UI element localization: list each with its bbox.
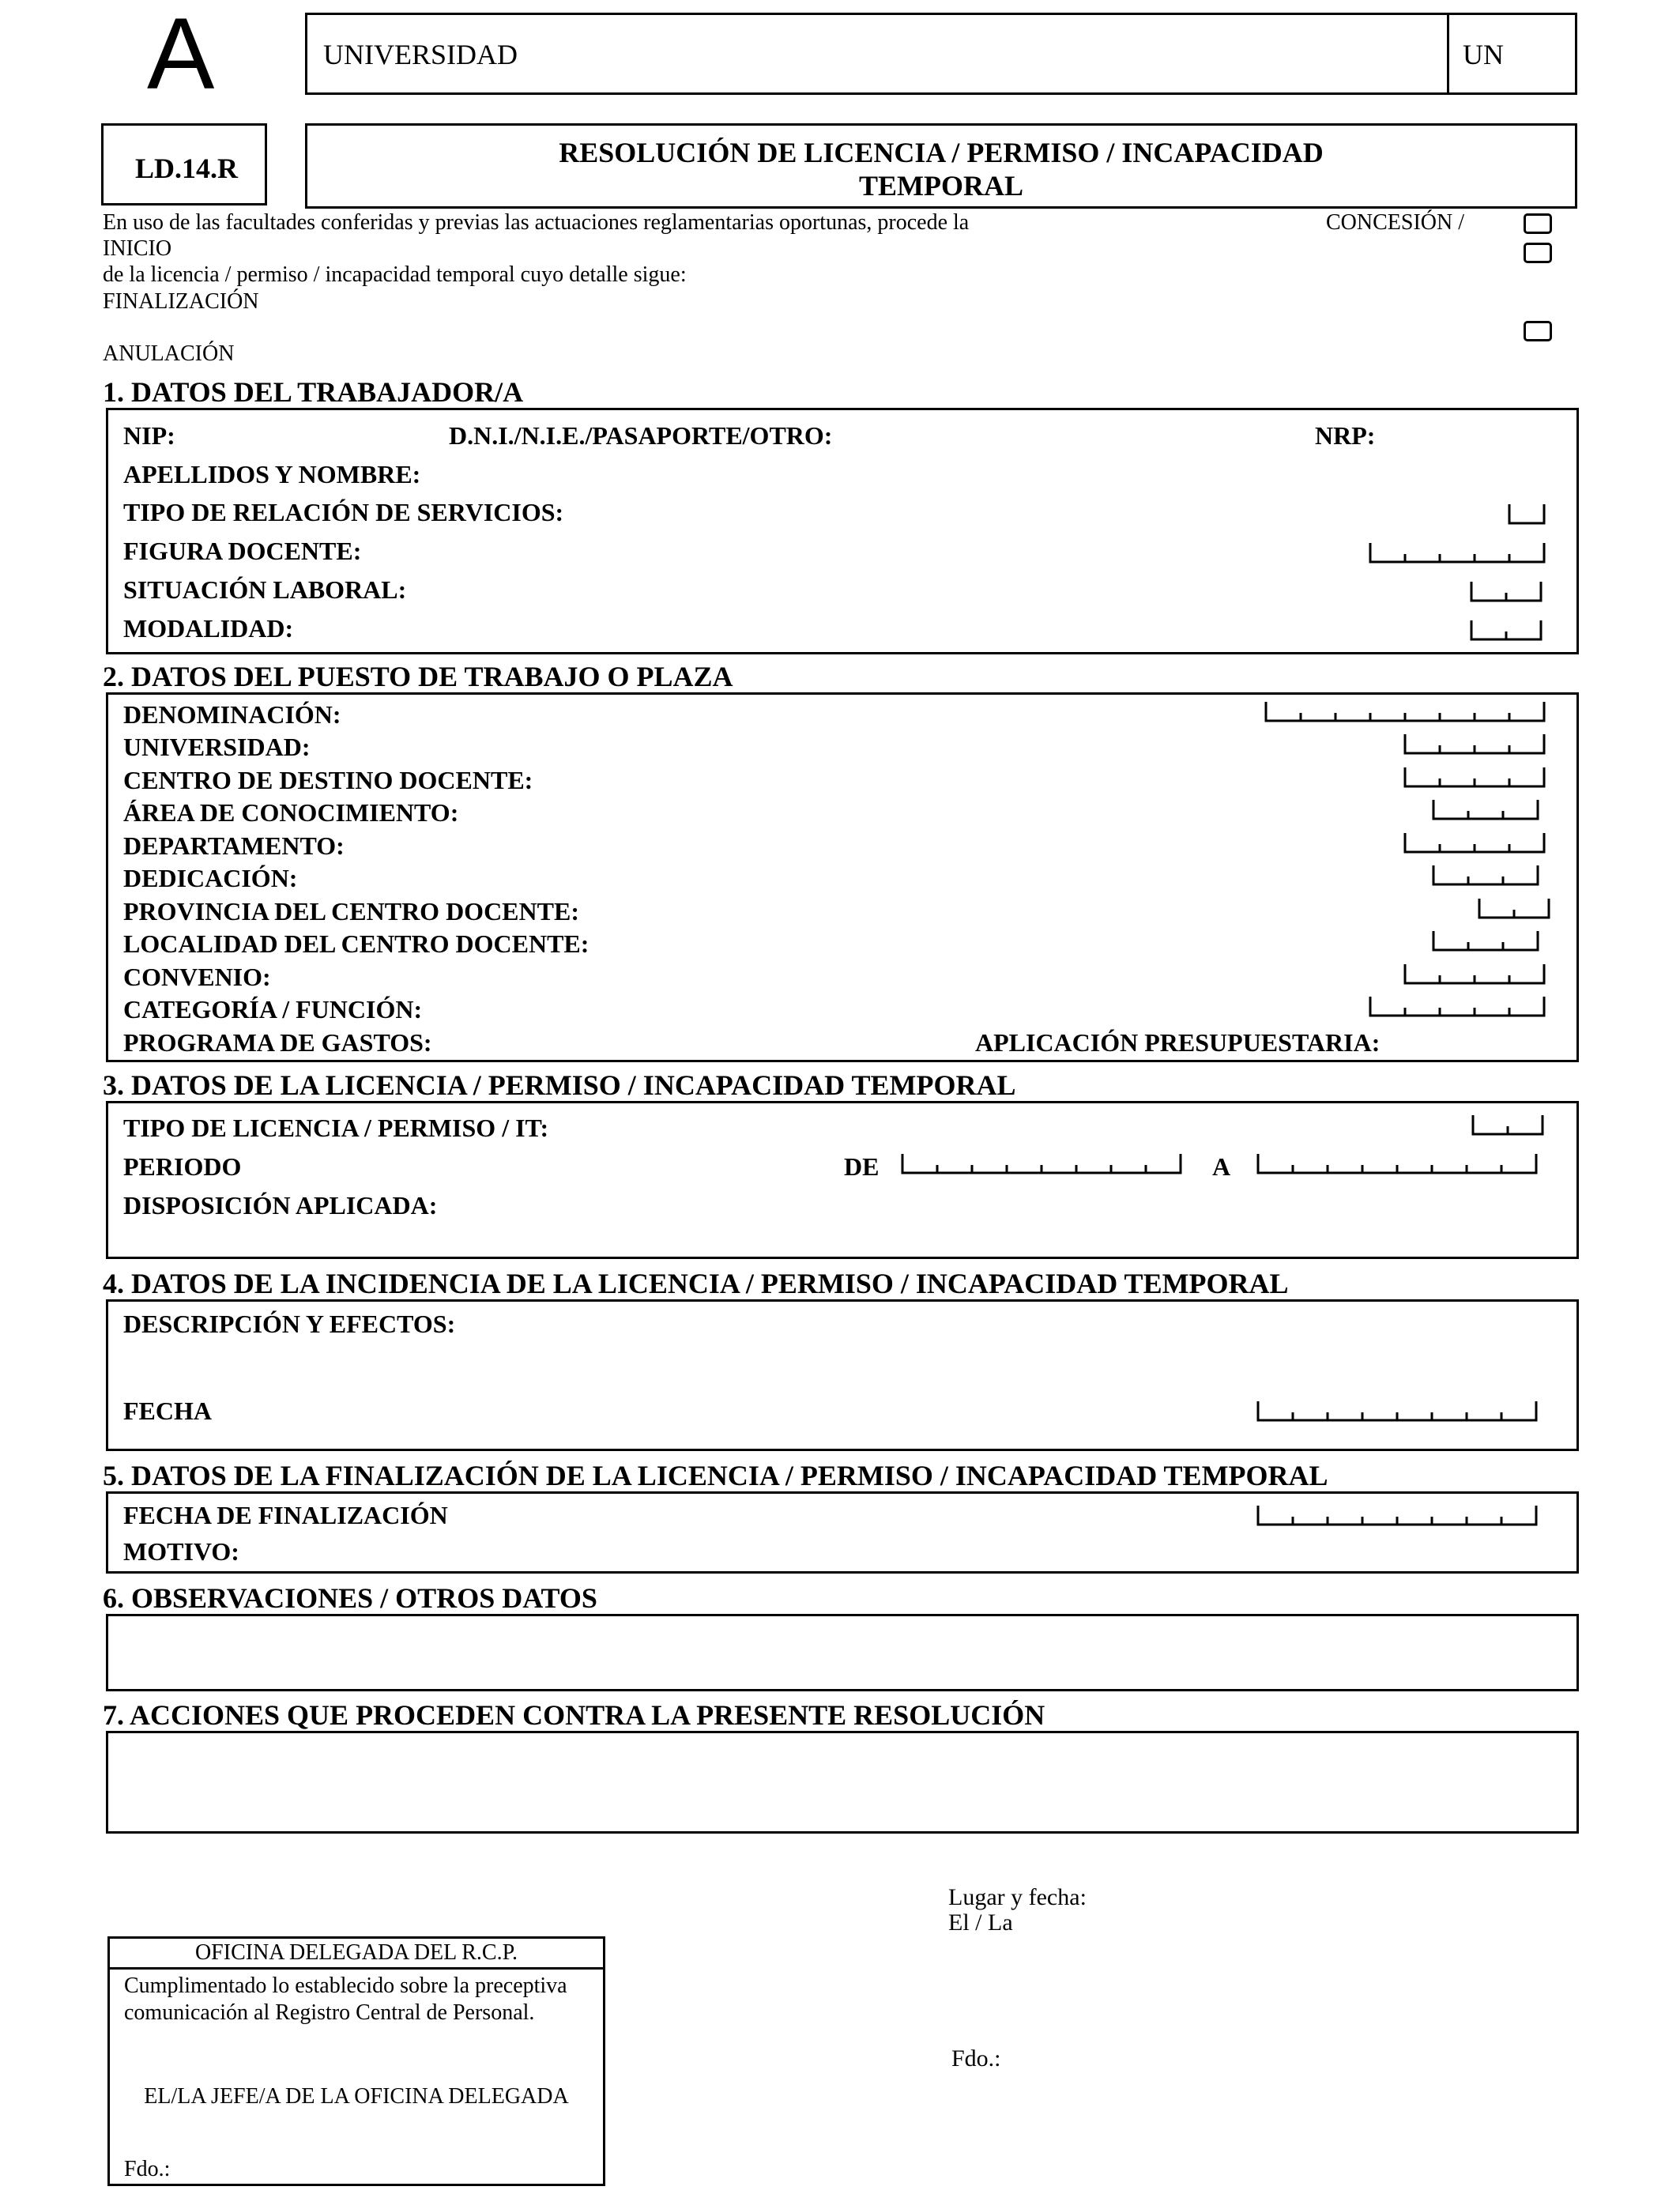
descripcion-label: DESCRIPCIÓN Y EFECTOS: bbox=[123, 1310, 456, 1338]
cell-baseline bbox=[1433, 800, 1538, 819]
section6-title: 6. OBSERVACIONES / OTROS DATOS bbox=[103, 1582, 597, 1614]
motivo-label: MOTIVO: bbox=[123, 1537, 239, 1566]
centro-cells[interactable] bbox=[1403, 766, 1546, 794]
figura-docente-cells[interactable] bbox=[1369, 541, 1546, 569]
cumplimentado-line2: comunicación al Registro Central de Personal. bbox=[124, 2000, 535, 2025]
acciones-box[interactable] bbox=[106, 1731, 1579, 1834]
intro-line2: de la licencia / permiso / incapacidad temporal cuyo detalle sigue: bbox=[103, 262, 687, 287]
universidad-cells[interactable] bbox=[1403, 733, 1546, 760]
concesion-label: CONCESIÓN / bbox=[1326, 210, 1465, 235]
periodo-de-cells[interactable] bbox=[901, 1152, 1182, 1180]
digit-cells bbox=[1432, 929, 1539, 953]
universidad-divider bbox=[1447, 15, 1449, 92]
disposicion-label: DISPOSICIÓN APLICADA: bbox=[123, 1191, 438, 1220]
inicio-checkbox[interactable] bbox=[1524, 243, 1552, 263]
oficina-box bbox=[107, 1936, 605, 2186]
el-la-label: El / La bbox=[948, 1909, 1013, 1936]
departamento-cells[interactable] bbox=[1403, 831, 1546, 859]
convenio-cells[interactable] bbox=[1403, 963, 1546, 990]
modalidad-label: MODALIDAD: bbox=[123, 614, 294, 643]
cumplimentado-line1: Cumplimentado lo establecido sobre la preceptiva bbox=[124, 1973, 567, 1998]
periodo-a-cells[interactable] bbox=[1256, 1152, 1538, 1180]
jefe-label: EL/LA JEFE/A DE LA OFICINA DELEGADA bbox=[144, 2084, 569, 2109]
digit-cells bbox=[1470, 580, 1543, 604]
digit-cells bbox=[1471, 1114, 1544, 1137]
categoria-label: CATEGORÍA / FUNCIÓN: bbox=[123, 995, 423, 1023]
fecha-finalizacion-label: FECHA DE FINALIZACIÓN bbox=[123, 1501, 448, 1529]
form-title-line2: TEMPORAL bbox=[858, 170, 1023, 202]
area-label: ÁREA DE CONOCIMIENTO: bbox=[123, 798, 459, 827]
form-title-box bbox=[305, 123, 1577, 209]
cell-baseline bbox=[1370, 997, 1544, 1016]
digit-cells bbox=[1508, 503, 1546, 526]
provincia-cells[interactable] bbox=[1478, 897, 1550, 925]
nrp-label: NRP: bbox=[1315, 421, 1376, 450]
inicio-label: INICIO bbox=[103, 236, 172, 261]
digit-cells bbox=[1403, 831, 1546, 855]
digit-cells bbox=[1256, 1504, 1538, 1528]
un-label: UN bbox=[1463, 39, 1504, 70]
digit-cells bbox=[1369, 995, 1546, 1019]
observaciones-box[interactable] bbox=[106, 1614, 1579, 1691]
localidad-label: LOCALIDAD DEL CENTRO DOCENTE: bbox=[123, 929, 590, 958]
digit-cells bbox=[1264, 700, 1546, 724]
section3-title: 3. DATOS DE LA LICENCIA / PERMISO / INCAPACIDAD TEMPORAL bbox=[103, 1069, 1016, 1101]
section7-title: 7. ACCIONES QUE PROCEDEN CONTRA LA PRESENTE RESOLUCIÓN bbox=[103, 1699, 1045, 1731]
form-title-line1: RESOLUCIÓN DE LICENCIA / PERMISO / INCAPACIDAD bbox=[559, 137, 1324, 168]
universidad-label: UNIVERSIDAD bbox=[323, 39, 518, 70]
section4-title: 4. DATOS DE LA INCIDENCIA DE LA LICENCIA / PERMISO / INCAPACIDAD TEMPORAL bbox=[103, 1268, 1289, 1299]
oficina-divider bbox=[110, 1967, 603, 1970]
tipo-licencia-label: TIPO DE LICENCIA / PERMISO / IT: bbox=[123, 1114, 549, 1142]
digit-cells bbox=[901, 1152, 1182, 1176]
tipo-licencia-cells[interactable] bbox=[1471, 1114, 1544, 1141]
denominacion-label: DENOMINACIÓN: bbox=[123, 700, 341, 729]
digit-cells bbox=[1403, 766, 1546, 790]
provincia-label: PROVINCIA DEL CENTRO DOCENTE: bbox=[123, 897, 579, 925]
digit-cells bbox=[1403, 963, 1546, 986]
digit-cells bbox=[1470, 619, 1543, 643]
convenio-label: CONVENIO: bbox=[123, 963, 271, 991]
figura-docente-label: FIGURA DOCENTE: bbox=[123, 537, 362, 565]
periodo-de-label: DE bbox=[844, 1152, 880, 1181]
area-cells[interactable] bbox=[1432, 798, 1539, 826]
digit-cells bbox=[1369, 541, 1546, 565]
digit-cells bbox=[1432, 798, 1539, 822]
dedicacion-label: DEDICACIÓN: bbox=[123, 864, 298, 892]
digit-cells bbox=[1256, 1152, 1538, 1176]
section5-title: 5. DATOS DE LA FINALIZACIÓN DE LA LICENCIA / PERMISO / INCAPACIDAD TEMPORAL bbox=[103, 1460, 1328, 1491]
cell-baseline bbox=[1370, 543, 1544, 562]
tipo-relacion-cells[interactable] bbox=[1508, 503, 1546, 530]
cell-baseline bbox=[1509, 504, 1544, 523]
section1-title: 1. DATOS DEL TRABAJADOR/A bbox=[103, 376, 524, 408]
programa-label: PROGRAMA DE GASTOS: bbox=[123, 1028, 432, 1057]
anulacion-label: ANULACIÓN bbox=[103, 341, 235, 366]
universidad-field-label: UNIVERSIDAD: bbox=[123, 733, 311, 761]
firma-left-label: Fdo.: bbox=[124, 2157, 171, 2181]
periodo-a-label: A bbox=[1212, 1152, 1231, 1181]
modalidad-cells[interactable] bbox=[1470, 619, 1543, 647]
section2-title: 2. DATOS DEL PUESTO DE TRABAJO O PLAZA bbox=[103, 661, 733, 692]
concesion-checkbox[interactable] bbox=[1524, 213, 1552, 234]
nip-label: NIP: bbox=[123, 421, 175, 450]
dedicacion-cells[interactable] bbox=[1432, 864, 1539, 892]
categoria-cells[interactable] bbox=[1369, 995, 1546, 1023]
incidencia-fecha-label: FECHA bbox=[123, 1397, 212, 1425]
situacion-cells[interactable] bbox=[1470, 580, 1543, 608]
form-code: LD.14.R bbox=[135, 153, 239, 184]
finalizacion-label: FINALIZACIÓN bbox=[103, 289, 259, 314]
firma-right-label: Fdo.: bbox=[951, 2045, 1001, 2071]
denominacion-cells[interactable] bbox=[1264, 700, 1546, 728]
dni-label: D.N.I./N.I.E./PASAPORTE/OTRO: bbox=[449, 421, 833, 450]
periodo-label: PERIODO bbox=[123, 1152, 242, 1181]
form-letter-a: A bbox=[147, 0, 215, 111]
anulacion-checkbox[interactable] bbox=[1524, 321, 1552, 341]
situacion-label: SITUACIÓN LABORAL: bbox=[123, 575, 407, 604]
intro-line1: En uso de las facultades conferidas y previas las actuaciones reglamentarias oportunas, procede la bbox=[103, 210, 970, 235]
digit-cells bbox=[1478, 897, 1550, 921]
cell-baseline bbox=[1433, 865, 1538, 884]
digit-cells bbox=[1432, 864, 1539, 888]
apellidos-label: APELLIDOS Y NOMBRE: bbox=[123, 460, 421, 488]
incidencia-fecha-cells[interactable] bbox=[1256, 1400, 1538, 1427]
lugar-fecha-label: Lugar y fecha: bbox=[948, 1884, 1087, 1910]
oficina-title: OFICINA DELEGADA DEL R.C.P. bbox=[194, 1940, 518, 1965]
fecha-finalizacion-cells[interactable] bbox=[1256, 1504, 1538, 1532]
aplicacion-label: APLICACIÓN PRESUPUESTARIA: bbox=[975, 1028, 1381, 1057]
localidad-cells[interactable] bbox=[1432, 929, 1539, 957]
digit-cells bbox=[1403, 733, 1546, 756]
cell-baseline bbox=[1433, 931, 1538, 950]
centro-label: CENTRO DE DESTINO DOCENTE: bbox=[123, 766, 533, 794]
departamento-label: DEPARTAMENTO: bbox=[123, 831, 345, 860]
tipo-relacion-label: TIPO DE RELACIÓN DE SERVICIOS: bbox=[123, 498, 564, 526]
digit-cells bbox=[1256, 1400, 1538, 1423]
universidad-box bbox=[305, 13, 1577, 95]
form-code-box bbox=[101, 123, 267, 205]
